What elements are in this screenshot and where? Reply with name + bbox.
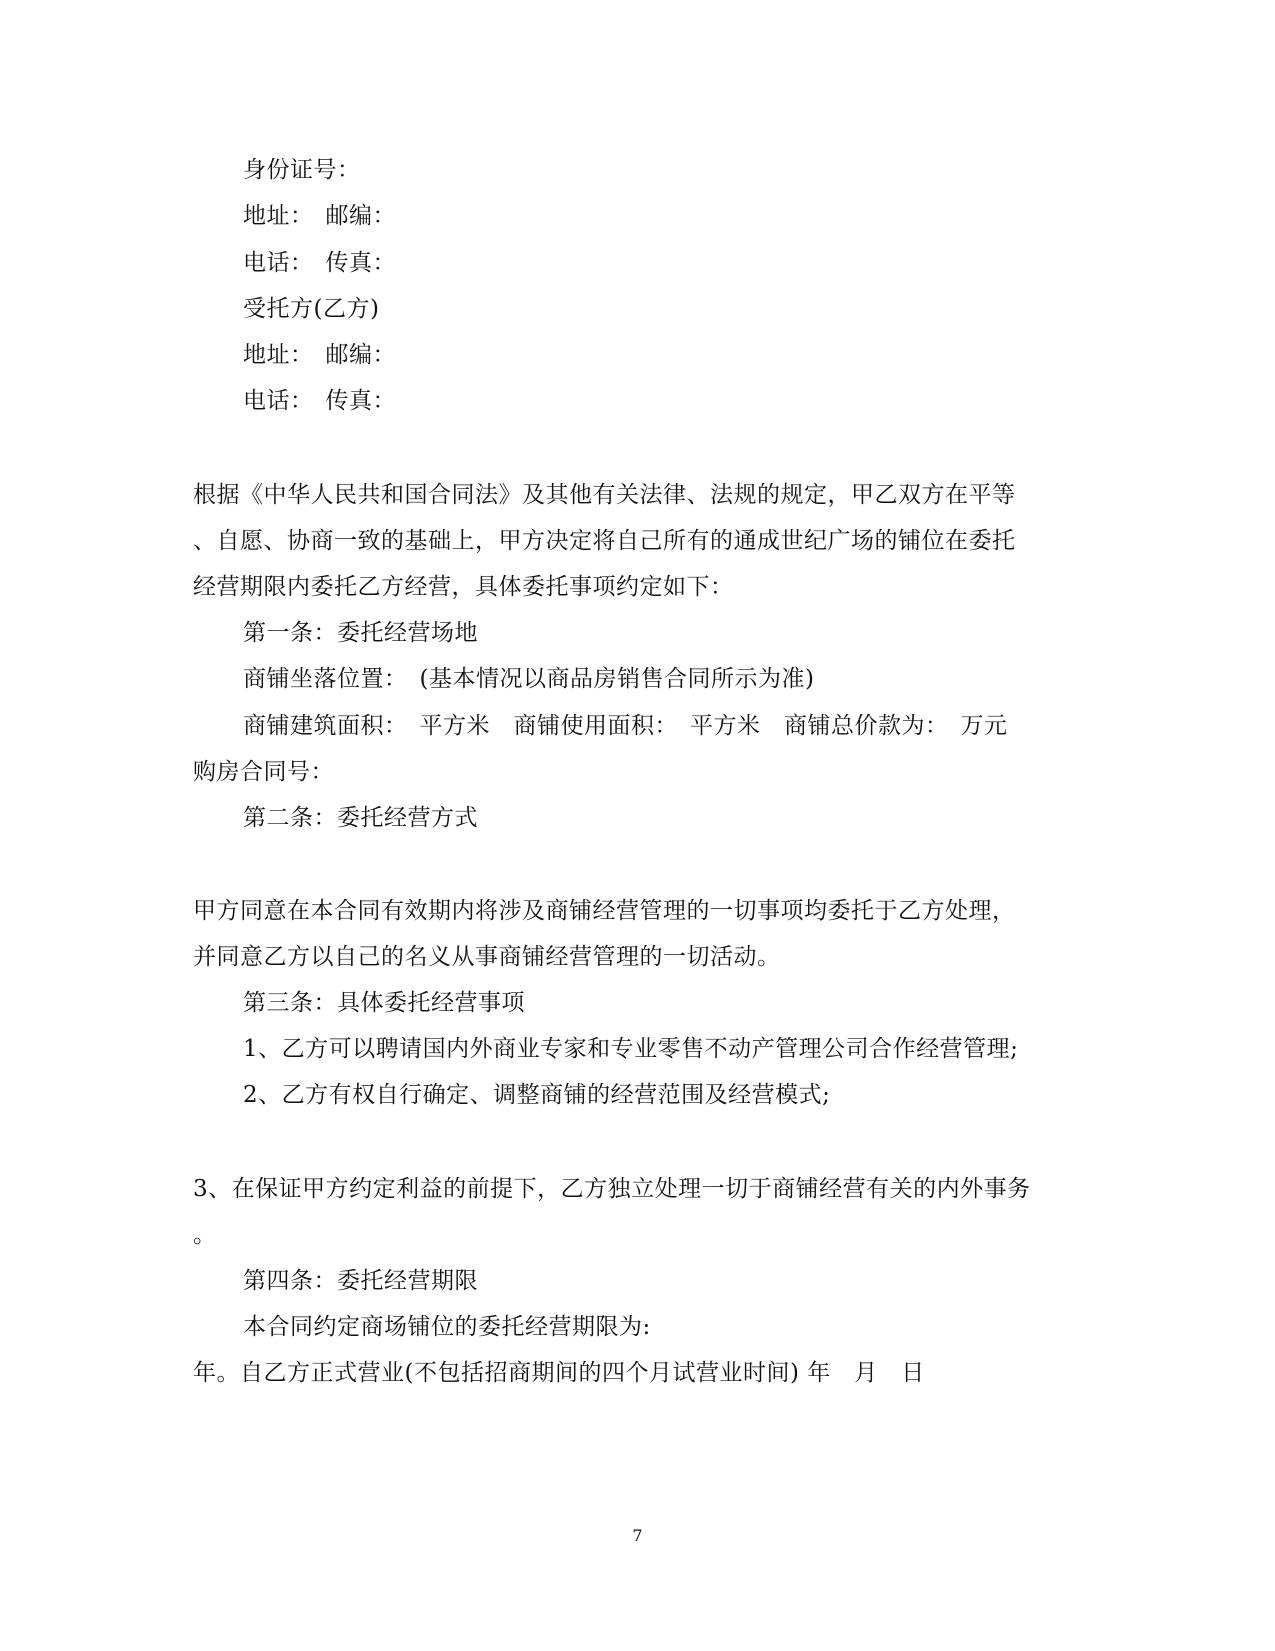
article-3-item-1: 1、乙方可以聘请国内外商业专家和专业零售不动产管理公司合作经营管理; — [243, 1036, 1019, 1062]
trustee-heading: 受托方(乙方) — [243, 296, 380, 322]
article-3-item-3-line-1: 3、在保证甲方约定利益的前提下，乙方独立处理一切于商铺经营有关的内外事务 — [193, 1176, 1031, 1202]
article-1-heading: 第一条：委托经营场地 — [243, 620, 478, 646]
purchase-contract-line: 购房合同号： — [193, 759, 334, 785]
id-number-line: 身份证号： — [243, 157, 361, 183]
article-4-body-line-2: 年。自乙方正式营业(不包括招商期间的四个月试营业时间) 年 月 日 — [193, 1360, 925, 1386]
article-4-heading: 第四条：委托经营期限 — [243, 1268, 478, 1294]
article-3-item-3-line-2: 。 — [193, 1222, 217, 1248]
shop-location-line: 商铺坐落位置： (基本情况以商品房销售合同所示为准) — [243, 666, 815, 692]
article-2-body-line-1: 甲方同意在本合同有效期内将涉及商铺经营管理的一切事项均委托于乙方处理， — [193, 898, 1016, 924]
article-4-body-line-1: 本合同约定商场铺位的委托经营期限为: — [243, 1314, 651, 1340]
page-number: 7 — [632, 1526, 643, 1545]
preamble-line-3: 经营期限内委托乙方经营，具体委托事项约定如下： — [193, 574, 734, 600]
trustee-address-line: 地址： 邮编： — [243, 342, 396, 368]
article-3-heading: 第三条：具体委托经营事项 — [243, 990, 525, 1016]
article-2-body-line-2: 并同意乙方以自己的名义从事商铺经营管理的一切活动。 — [193, 944, 781, 970]
preamble-line-1: 根据《中华人民共和国合同法》及其他有关法律、法规的规定，甲乙双方在平等 — [193, 482, 1016, 508]
client-address-line: 地址： 邮编： — [243, 203, 396, 229]
client-phone-line: 电话： 传真： — [243, 250, 396, 276]
article-3-item-2: 2、乙方有权自行确定、调整商铺的经营范围及经营模式; — [243, 1082, 831, 1108]
trustee-phone-line: 电话： 传真： — [243, 388, 396, 414]
preamble-line-2: 、自愿、协商一致的基础上，甲方决定将自己所有的通成世纪广场的铺位在委托 — [193, 528, 1016, 554]
shop-area-line: 商铺建筑面积： 平方米 商铺使用面积： 平方米 商铺总价款为： 万元 — [243, 713, 1008, 739]
article-2-heading: 第二条：委托经营方式 — [243, 805, 478, 831]
